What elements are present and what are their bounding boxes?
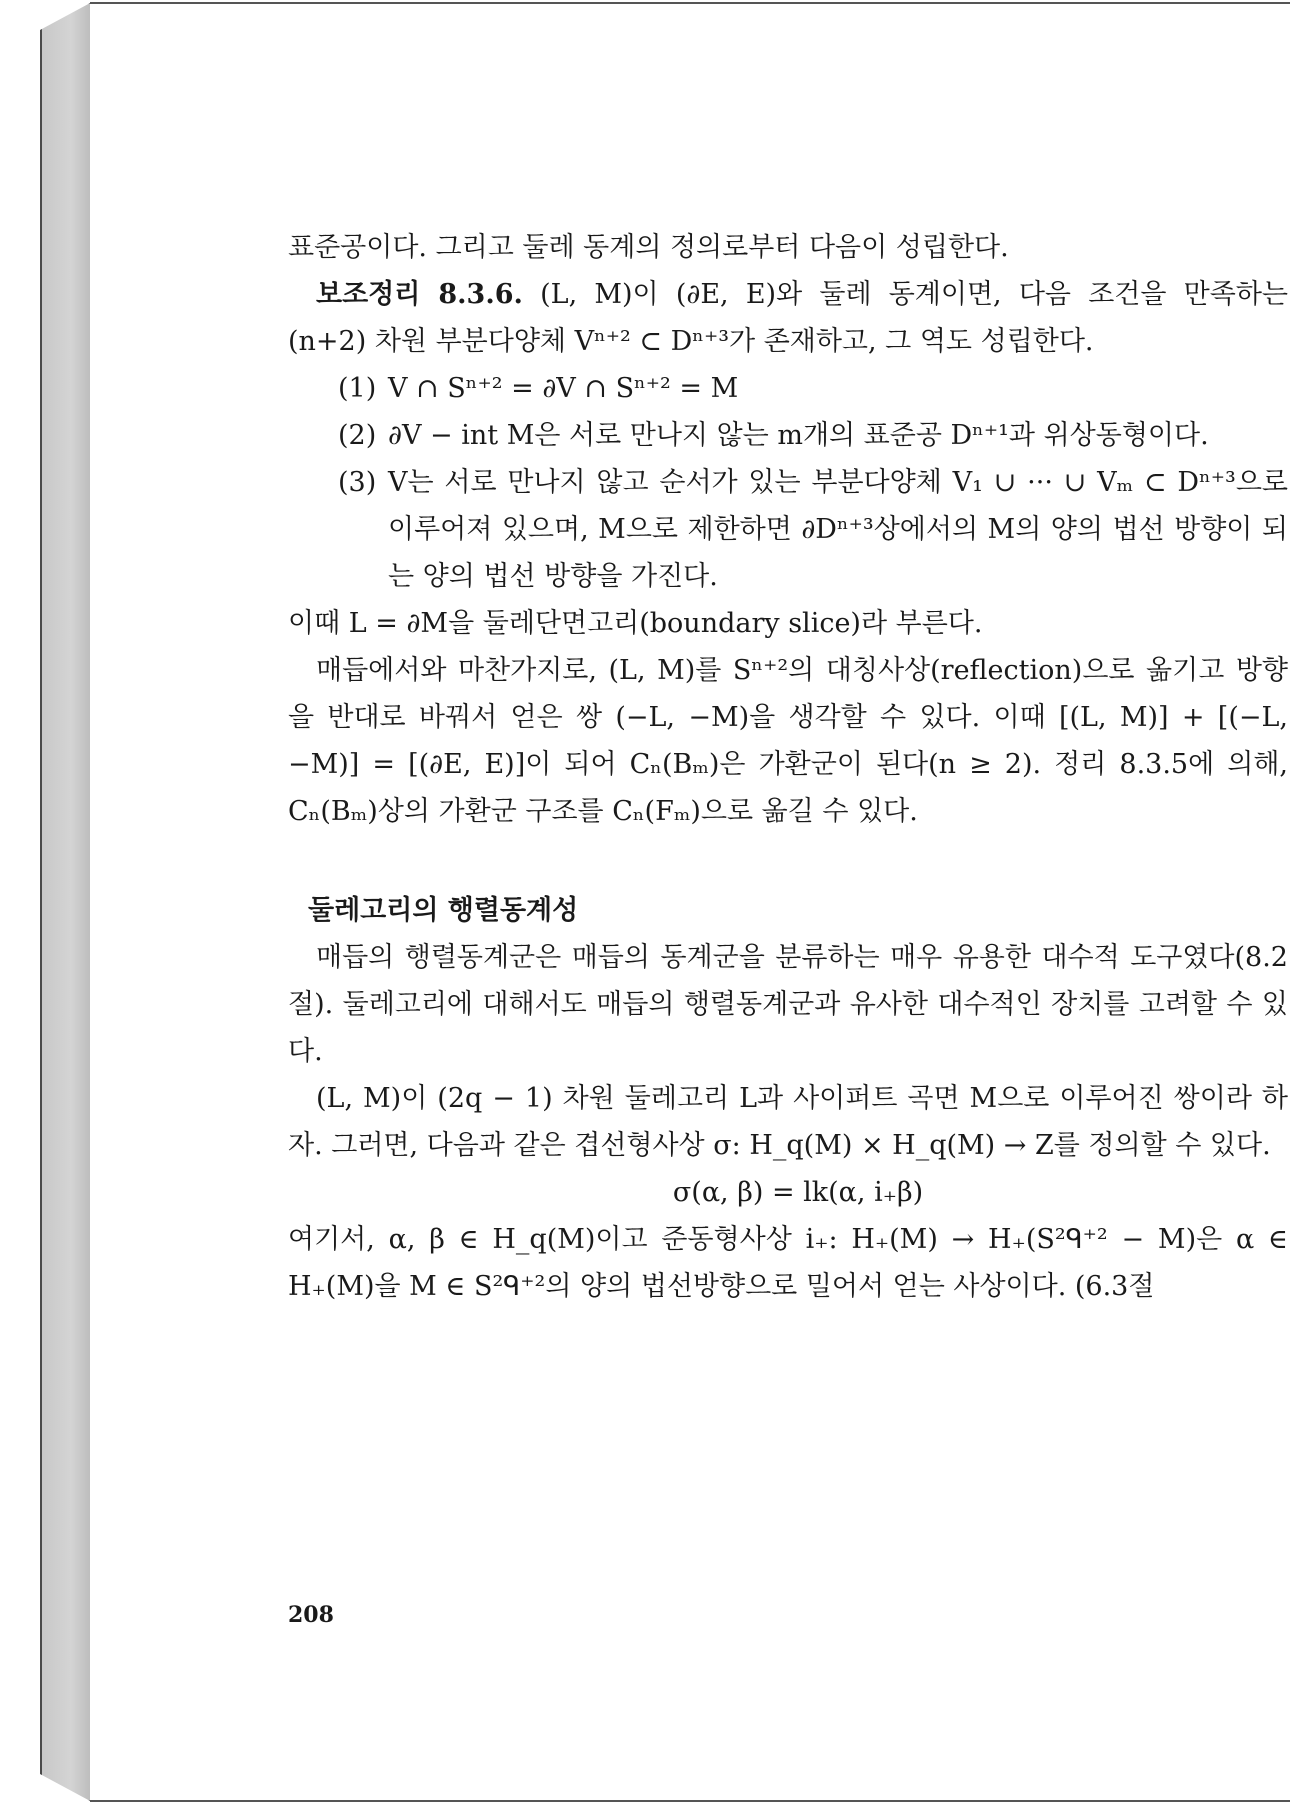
lemma-item (338, 365, 1288, 412)
item-number: (3) (338, 467, 377, 498)
paragraph-last: 여기서, α, β ∈ H_q(M)이고 준동형사상 i₊: H₊(M) → H₊(S²ᑫ⁺² − M)은 α ∈ H₊(M)을 M ∈ S²ᑫ⁺²의 양의 법선방향으로 밀어서 얻는 사상이다. (6.3절 (288, 1224, 1288, 1302)
item-number: (2) (338, 420, 377, 451)
item-number: (1) (338, 373, 377, 404)
item-text: V ∩ Sⁿ⁺² = ∂V ∩ Sⁿ⁺² = M (388, 373, 739, 404)
book (40, 2, 1290, 1806)
item-text: V는 서로 만나지 않고 순서가 있는 부분다양체 V₁ ∪ ··· ∪ Vₘ ⊂ Dⁿ⁺³으로 이루어져 있으며, M으로 제한하면 ∂Dⁿ⁺³상에서의 M의 양의 법선 방향이 되는 양의 법선 방향을 가진다. (388, 467, 1288, 592)
item-text: ∂V − int M은 서로 만나지 않는 m개의 표준공 Dⁿ⁺¹과 위상동형이다. (388, 420, 1209, 451)
lemma-item (338, 412, 1288, 459)
formula: σ(α, β) = lk(α, i₊β) (672, 1177, 924, 1208)
paragraph-reflection: 매듭에서와 마찬가지로, (L, M)를 Sⁿ⁺²의 대칭사상(reflection)으로 옮기고 방향을 반대로 바꿔서 얻은 쌍 (−L, −M)을 생각할 수 있다. 이때 [(L, M)] + [(−L, −M)] = [(∂E, E)]이 되어 Cₙ(Bₘ)은 가환군이 된다(n ≥ 2). 정리 8.3.5에 의해, Cₙ(Bₘ)상의 가환군 구조를 Cₙ(Fₘ)으로 옮길 수 있다. (288, 655, 1288, 827)
paragraph-section1: 매듭의 행렬동계군은 매듭의 동계군을 분류하는 매우 유용한 대수적 도구였다(8.2절). 둘레고리에 대해서도 매듭의 행렬동계군과 유사한 대수적인 장치를 고려할 수 있다. (288, 942, 1288, 1067)
lemma-paragraph (288, 271, 1288, 365)
page-content (288, 224, 1288, 1310)
intro-line: 표준공이다. 그리고 둘레 동계의 정의로부터 다음이 성립한다. (288, 232, 1009, 263)
book-spine (40, 2, 92, 1802)
lemma-statement: (L, M)이 (∂E, E)와 둘레 동계이면, 다음 조건을 만족하는 (n+2) 차원 부분다양체 Vⁿ⁺² ⊂ Dⁿ⁺³가 존재하고, 그 역도 성립한다. (288, 279, 1288, 357)
paragraph-section2: (L, M)이 (2q − 1) 차원 둘레고리 L과 사이퍼트 곡면 M으로 이루어진 쌍이라 하자. 그러면, 다음과 같은 겹선형사상 σ: H_q(M) × H_q(M) → Z를 정의할 수 있다. (288, 1083, 1288, 1161)
book-page (90, 2, 1290, 1802)
section-title: 둘레고리의 행렬동계성 (308, 895, 579, 926)
after-lemma: 이때 L = ∂M을 둘레단면고리(boundary slice)라 부른다. (288, 608, 983, 639)
lemma-label: 보조정리 8.3.6. (316, 279, 523, 310)
page-number: 208 (288, 1602, 334, 1628)
lemma-item (338, 459, 1288, 600)
